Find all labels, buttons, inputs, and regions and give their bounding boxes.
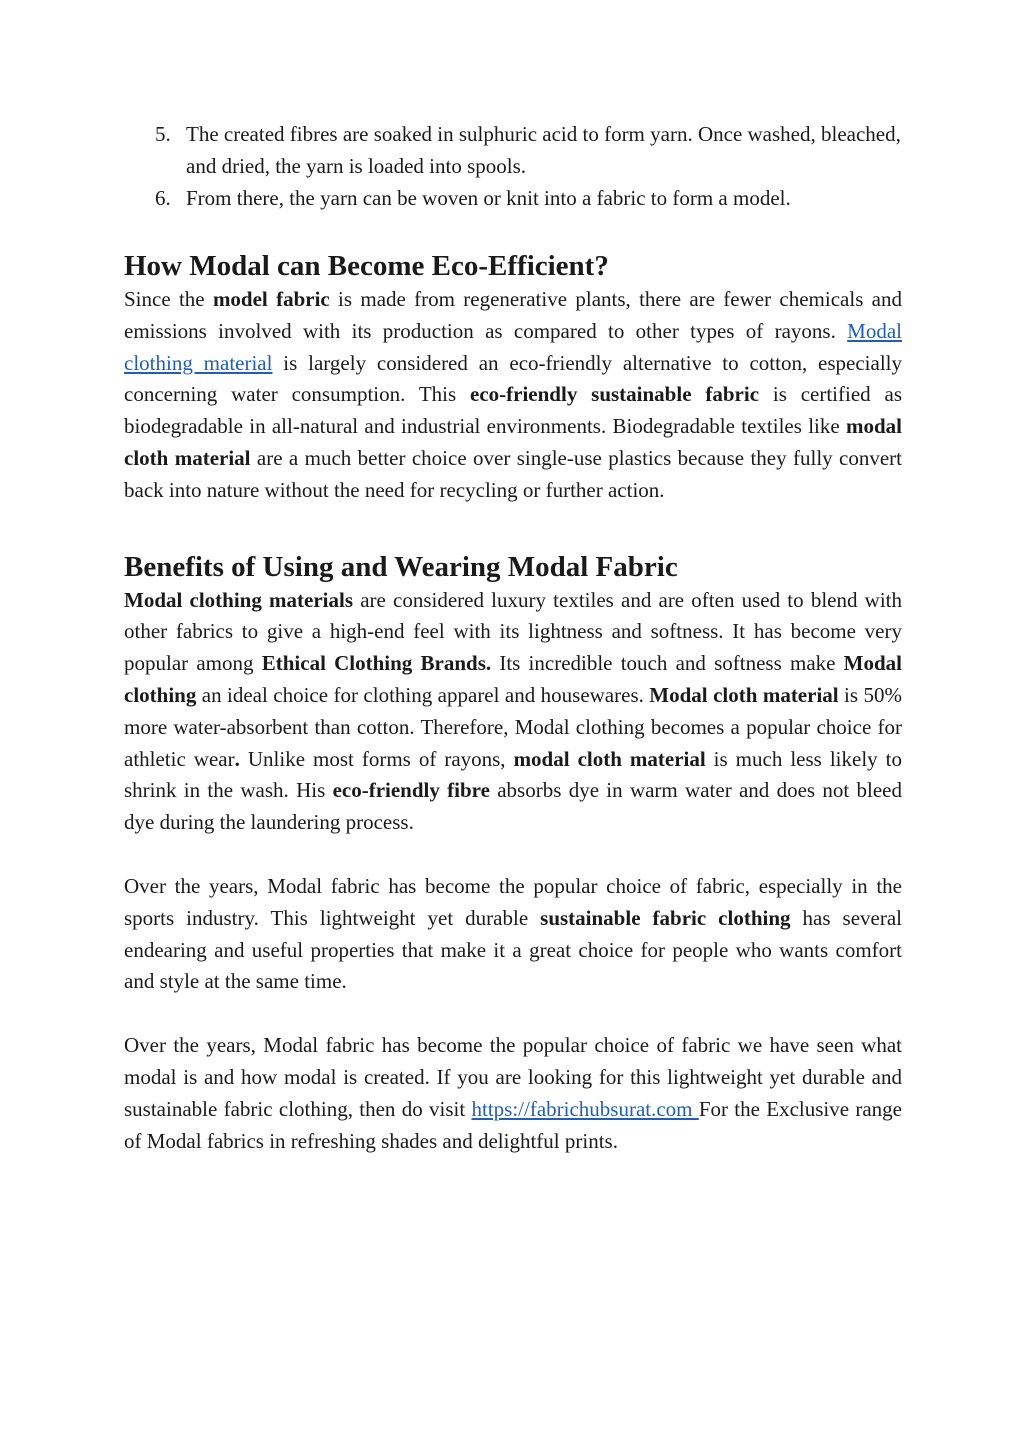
bold-term: model fabric [212, 287, 330, 311]
paragraph-eco-efficient [124, 284, 902, 507]
text-run: Its incredible touch and softness make [491, 651, 844, 676]
list-item [124, 182, 902, 214]
document-body [124, 118, 902, 1157]
list-item-text: From there, the yarn can be woven or knit into a fabric to form a model. [186, 186, 791, 210]
section-heading-benefits: Benefits of Using and Wearing Modal Fabric [124, 550, 678, 583]
fabrichubsurat-link[interactable]: https://fabrichubsurat.com [471, 1096, 699, 1121]
text-run: Since the [124, 287, 213, 311]
bold-term: eco-friendly fibre [332, 778, 490, 803]
bold-term: Modal cloth material [649, 682, 839, 707]
text-run: is made from regenerative plants, there are fewer chemicals and emissions involved with its production as compared to other types of rayons. [124, 287, 902, 343]
text-run: is much less likely to shrink in the wash. His [124, 746, 902, 803]
text-run: Unlike most forms of rayons, [239, 746, 514, 771]
text-run: Over the years, Modal fabric has become the popular choice of fabric we have seen what modal is and how modal is created. If you are looking for this lightweight yet durable and sustainable fabric clothing, then do visit [124, 1033, 902, 1121]
text-run: has several endearing and useful properties that make it a great choice for people who wants comfort and style at the same time. [124, 905, 902, 994]
bold-term: sustainable fabric clothing [540, 905, 791, 930]
bold-term: . [234, 746, 240, 771]
steps-list [124, 118, 902, 214]
paragraph-conclusion [124, 1030, 902, 1157]
text-run: is largely considered an eco-friendly alternative to cotton, especially concerning water consumption. This [124, 350, 902, 407]
bold-term: eco-friendly sustainable fabric [470, 382, 760, 407]
section-heading-eco-efficient: How Modal can Become Eco-Efficient? [124, 250, 609, 282]
spacer [124, 507, 902, 549]
bold-term: Modal clothing materials [124, 587, 354, 612]
bold-term: modal cloth material [124, 414, 902, 470]
text-run: For the Exclusive range of Modal fabrics in refreshing shades and delightful prints. [124, 1096, 902, 1153]
bold-term: Modal clothing [124, 651, 903, 707]
text-run: an ideal choice for clothing apparel and housewares. [196, 682, 650, 707]
paragraph-benefits [124, 585, 902, 839]
spacer [124, 998, 902, 1030]
text-run: Over the years, Modal fabric has become the popular choice of fabric, especially in the sports industry. This lightweight yet durable [124, 873, 902, 930]
list-item-number: 5. [155, 122, 171, 146]
text-run: is 50% more water-absorbent than cotton. Therefore, Modal clothing becomes a popular choice for athletic wear [124, 682, 902, 771]
list-item-number: 6. [155, 186, 171, 210]
text-run: are a much better choice over single-use plastics because they fully convert back into nature without the need for recycling or further action. [124, 445, 903, 502]
text-run: absorbs dye in warm water and does not bleed dye during the laundering process. [124, 778, 902, 835]
bold-term: modal cloth material [513, 746, 706, 771]
list-item-text: The created fibres are soaked in sulphuric acid to form yarn. Once washed, bleached, and dried, the yarn is loaded into spools. [186, 122, 901, 178]
bold-term: Ethical Clothing Brands. [261, 651, 492, 676]
spacer [124, 839, 902, 871]
text-run: is certified as biodegradable in all-natural and industrial environments. Biodegradable textiles like [124, 382, 902, 439]
text-run: are considered luxury textiles and are often used to blend with other fabrics to give a high-end feel with its lightness and softness. It has become very popular among [124, 587, 902, 676]
modal-clothing-material-link[interactable]: Modal clothing material [124, 318, 902, 375]
paragraph-sports-industry [124, 871, 902, 998]
spacer [124, 214, 902, 248]
list-item [124, 118, 902, 182]
